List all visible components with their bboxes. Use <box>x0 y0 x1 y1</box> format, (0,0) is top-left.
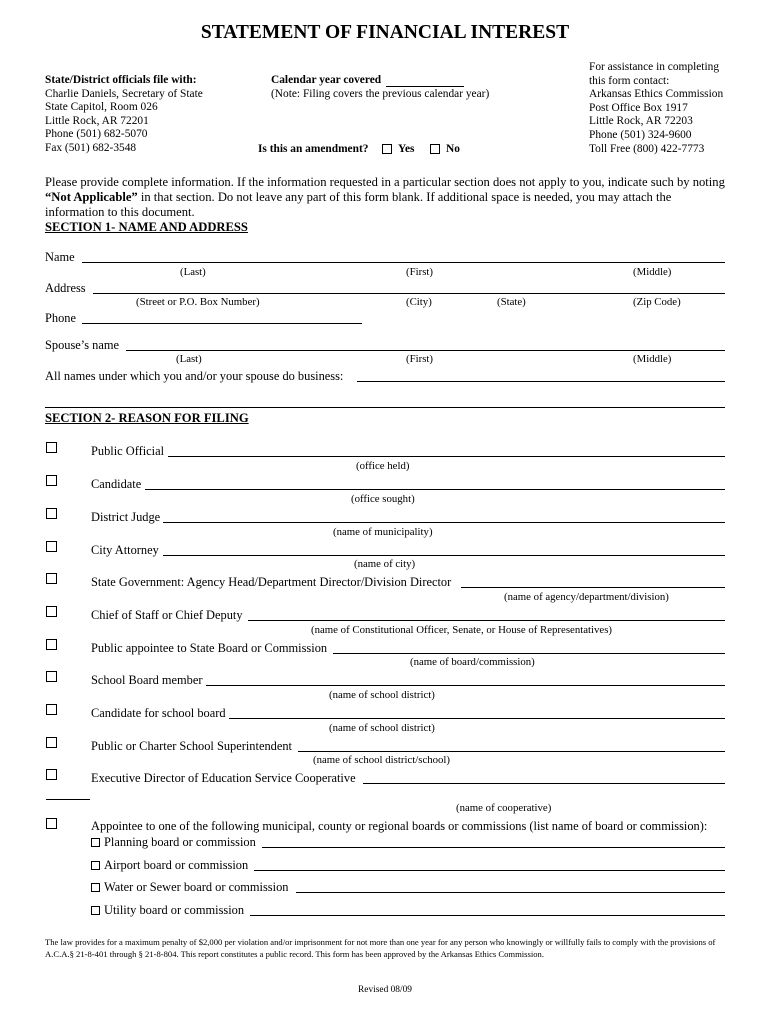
assistance-line: Post Office Box 1917 <box>589 101 688 114</box>
file-with-line: Phone (501) 682-5070 <box>45 128 148 141</box>
constitutional-officer-caption: (name of Constitutional Officer, Senate, or House of Representatives) <box>311 624 612 636</box>
address-field[interactable] <box>93 293 725 294</box>
planning-board-label: Planning board or commission <box>104 835 256 849</box>
business-names-field[interactable] <box>357 381 725 382</box>
file-with-line: Charlie Daniels, Secretary of State <box>45 87 203 100</box>
spouse-first-caption: (First) <box>406 353 433 365</box>
amendment-yes-label: Yes <box>398 143 415 155</box>
city-attorney-field[interactable] <box>163 555 725 556</box>
name-last-caption: (Last) <box>180 266 206 278</box>
city-attorney-checkbox[interactable] <box>46 541 57 552</box>
candidate-label: Candidate <box>91 477 142 491</box>
calendar-year-field[interactable] <box>386 86 464 87</box>
name-field[interactable] <box>82 262 725 263</box>
candidate-checkbox[interactable] <box>46 475 57 486</box>
instructions-paragraph <box>45 175 725 220</box>
airport-board-label: Airport board or commission <box>104 858 249 872</box>
address-city-caption: (City) <box>406 296 432 308</box>
assistance-line: this form contact: <box>589 74 670 87</box>
file-with-heading: State/District officials file with: <box>45 74 197 86</box>
phone-label: Phone <box>45 311 76 325</box>
education-cooperative-label: Executive Director of Education Service Cooperative <box>91 771 356 785</box>
water-board-checkbox[interactable] <box>91 883 100 892</box>
file-with-line: Fax (501) 682-3548 <box>45 141 137 154</box>
assistance-block <box>589 61 723 156</box>
state-government-field[interactable] <box>461 587 725 588</box>
state-board-appointee-field[interactable] <box>333 653 725 654</box>
school-board-candidate-checkbox[interactable] <box>46 704 57 715</box>
utility-board-checkbox[interactable] <box>91 906 100 915</box>
amendment-no-label: No <box>446 143 460 155</box>
page-title: STATEMENT OF FINANCIAL INTEREST <box>200 22 570 43</box>
district-judge-checkbox[interactable] <box>46 508 57 519</box>
utility-board-label: Utility board or commission <box>104 903 245 917</box>
district-judge-field[interactable] <box>163 522 725 523</box>
separator-rule <box>46 799 90 800</box>
superintendent-label: Public or Charter School Superintendent <box>91 739 292 753</box>
school-board-member-label: School Board member <box>91 673 203 687</box>
candidate-field[interactable] <box>145 489 725 490</box>
superintendent-checkbox[interactable] <box>46 737 57 748</box>
calendar-year-label: Calendar year covered <box>271 74 382 86</box>
spouse-field[interactable] <box>126 350 725 351</box>
cooperative-caption: (name of cooperative) <box>456 802 552 814</box>
chief-of-staff-checkbox[interactable] <box>46 606 57 617</box>
public-official-label: Public Official <box>91 444 165 458</box>
amendment-yes-checkbox[interactable] <box>382 144 392 154</box>
city-attorney-label: City Attorney <box>91 543 159 557</box>
address-label: Address <box>45 281 86 295</box>
file-with-line: State Capitol, Room 026 <box>45 101 158 114</box>
instructions-text-end: in that section. Do not leave any part of this form blank. If additional space is needed, you may attach the information to this document. <box>45 190 672 219</box>
district-judge-label: District Judge <box>91 510 161 524</box>
school-board-member-checkbox[interactable] <box>46 671 57 682</box>
assistance-line: Little Rock, AR 72203 <box>589 115 693 128</box>
planning-board-checkbox[interactable] <box>91 838 100 847</box>
amendment-no-checkbox[interactable] <box>430 144 440 154</box>
agency-caption: (name of agency/department/division) <box>504 591 669 603</box>
public-official-field[interactable] <box>168 456 725 457</box>
name-first-caption: (First) <box>406 266 433 278</box>
education-cooperative-field[interactable] <box>363 783 725 784</box>
spouse-label: Spouse’s name <box>45 338 119 352</box>
name-label: Name <box>45 250 75 264</box>
airport-board-checkbox[interactable] <box>91 861 100 870</box>
school-district-caption: (name of school district) <box>329 689 435 701</box>
spouse-middle-caption: (Middle) <box>633 353 672 365</box>
airport-board-option <box>91 858 248 873</box>
appointee-label: Appointee to one of the following municipal, county or regional boards or commissions (list name of board or commission): <box>91 819 708 833</box>
revised-date: Revised 08/09 <box>358 985 412 995</box>
amendment-label: Is this an amendment? <box>258 143 369 155</box>
state-government-checkbox[interactable] <box>46 573 57 584</box>
business-names-label: All names under which you and/or your spouse do business: <box>45 369 344 383</box>
phone-field[interactable] <box>82 323 362 324</box>
address-zip-caption: (Zip Code) <box>633 296 681 308</box>
assistance-line: Phone (501) 324-9600 <box>589 128 692 141</box>
utility-board-option <box>91 903 244 918</box>
section2-heading: SECTION 2- REASON FOR FILING <box>45 411 249 425</box>
business-names-field-2[interactable] <box>45 407 725 408</box>
assistance-line: Arkansas Ethics Commission <box>589 88 724 101</box>
water-board-field[interactable] <box>296 892 725 893</box>
school-board-member-field[interactable] <box>206 685 725 686</box>
address-street-caption: (Street or P.O. Box Number) <box>136 296 260 308</box>
file-with-line: Little Rock, AR 72201 <box>45 114 149 127</box>
chief-of-staff-field[interactable] <box>248 620 725 621</box>
water-board-label: Water or Sewer board or commission <box>104 880 289 894</box>
school-board-candidate-label: Candidate for school board <box>91 706 226 720</box>
state-government-label: State Government: Agency Head/Department Director/Division Director <box>91 575 452 589</box>
superintendent-field[interactable] <box>298 751 725 752</box>
calendar-note: (Note: Filing covers the previous calendar year) <box>271 88 490 100</box>
planning-board-option <box>91 835 256 850</box>
municipality-caption: (name of municipality) <box>333 526 433 538</box>
not-applicable-text: “Not Applicable” <box>45 190 138 204</box>
file-with-block <box>45 74 203 156</box>
office-held-caption: (office held) <box>356 460 410 472</box>
office-sought-caption: (office sought) <box>351 493 415 505</box>
address-state-caption: (State) <box>497 296 526 308</box>
water-board-option <box>91 880 288 895</box>
section1-heading: SECTION 1- NAME AND ADDRESS <box>45 220 248 234</box>
utility-board-field[interactable] <box>250 915 725 916</box>
name-middle-caption: (Middle) <box>633 266 672 278</box>
district-school-caption: (name of school district/school) <box>313 754 451 766</box>
board-commission-caption: (name of board/commission) <box>410 656 535 668</box>
education-cooperative-checkbox[interactable] <box>46 769 57 780</box>
penalty-notice: The law provides for a maximum penalty of $2,000 per violation and/or imprisonment for not more than one year for any person who knowingly or willfully fails to comply with the provisions of A.C.A.§ 21-8-401 through § 21-8-804. This report constitutes a public record. This form has been approved by the Arkansas Ethics Commission. <box>45 937 716 959</box>
state-board-appointee-checkbox[interactable] <box>46 639 57 650</box>
school-district-caption: (name of school district) <box>329 722 435 734</box>
instructions-text: Please provide complete information. If the information requested in a particular section does not apply to you, indicate such by noting <box>45 175 725 189</box>
spouse-last-caption: (Last) <box>176 353 202 365</box>
planning-board-field[interactable] <box>262 847 725 848</box>
public-official-checkbox[interactable] <box>46 442 57 453</box>
city-caption: (name of city) <box>354 558 416 570</box>
airport-board-field[interactable] <box>254 870 725 871</box>
school-board-candidate-field[interactable] <box>229 718 725 719</box>
chief-of-staff-label: Chief of Staff or Chief Deputy <box>91 608 243 622</box>
assistance-line: Toll Free (800) 422-7773 <box>589 142 705 155</box>
assistance-line: For assistance in completing <box>589 61 720 73</box>
state-board-appointee-label: Public appointee to State Board or Commission <box>91 641 328 655</box>
appointee-checkbox[interactable] <box>46 818 57 829</box>
